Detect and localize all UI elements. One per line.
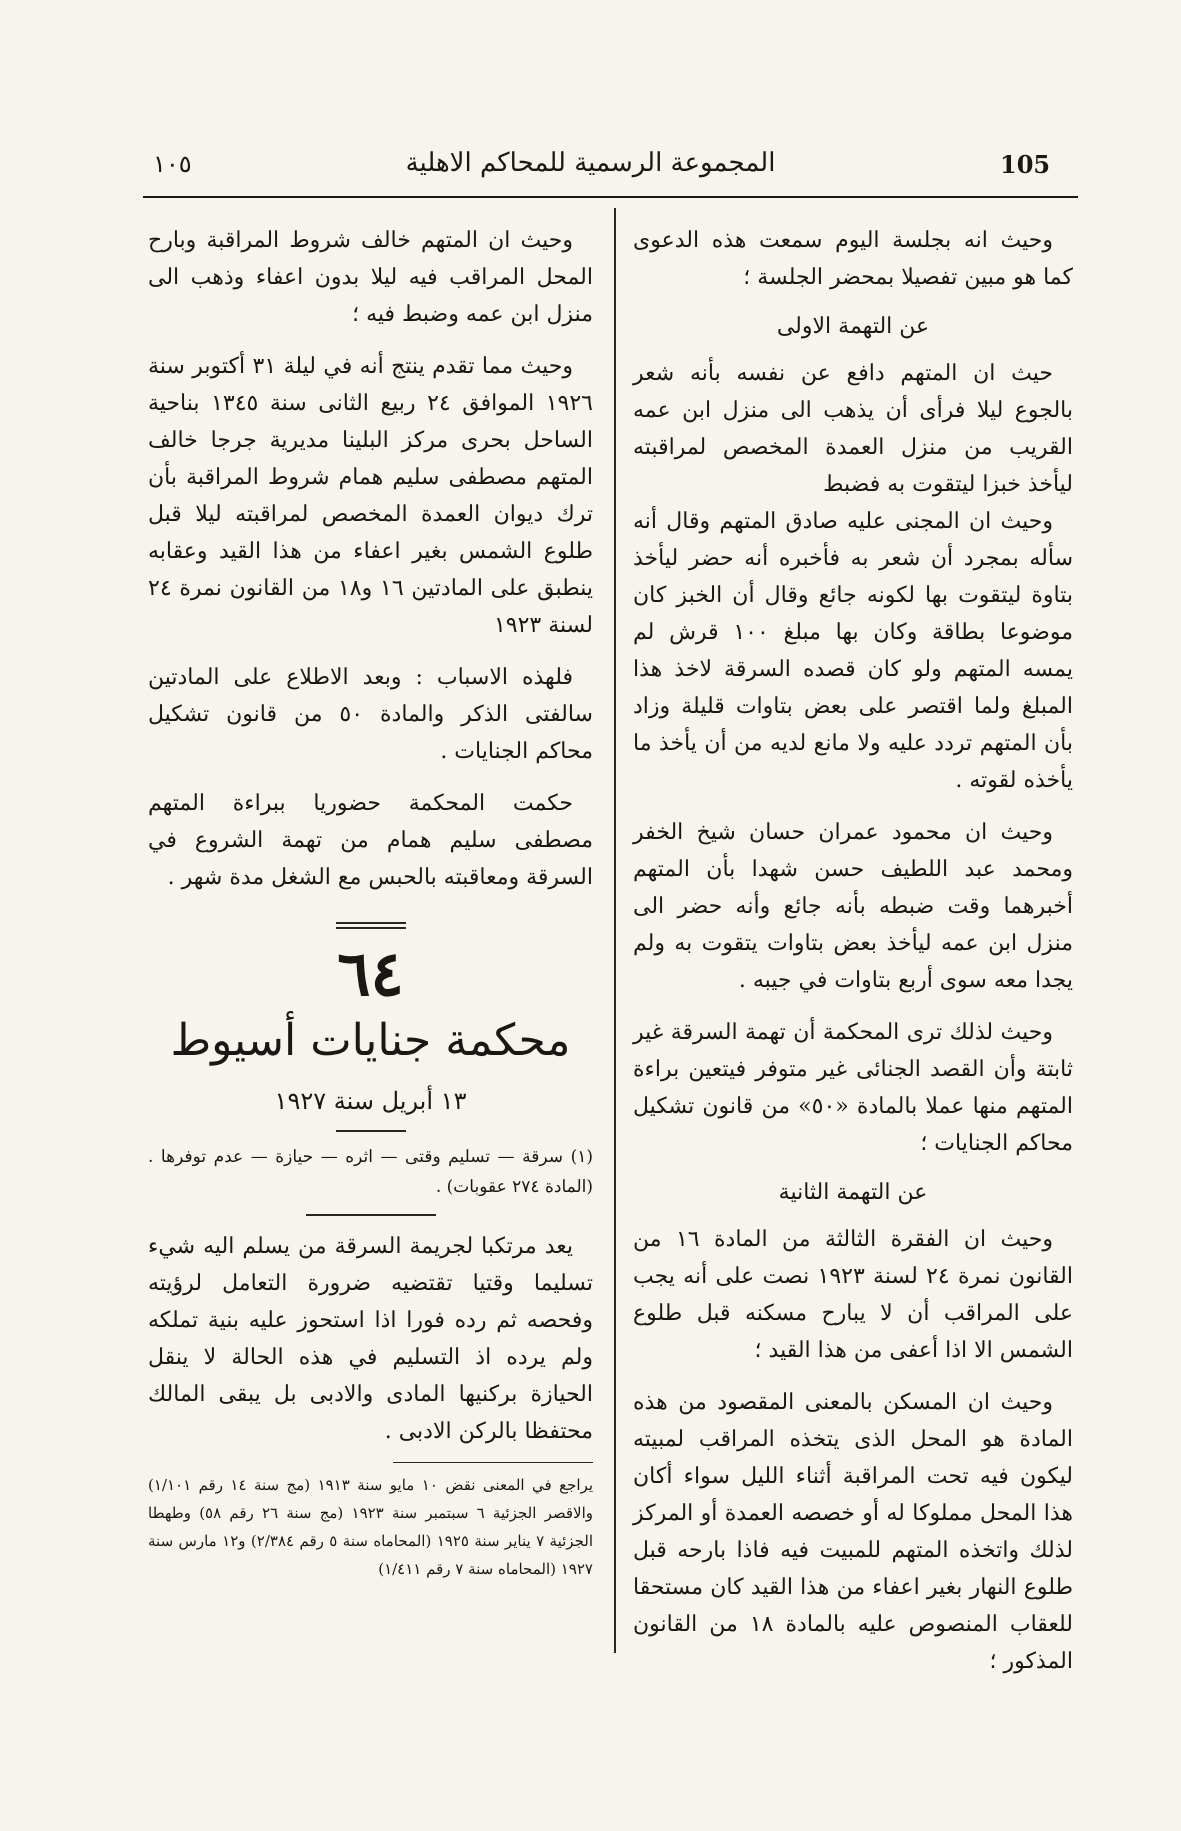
headnote: (١) سرقة — تسليم وقتى — اثره — حيازة — عدم توفرها . (المادة ٢٧٤ عقوبات) . xyxy=(148,1147,593,1197)
case-number: ٦٤ xyxy=(337,937,404,1010)
page-number: 105 xyxy=(1000,150,1051,179)
paragraph: وحيث ان محمود عمران حسان شيخ الخفر ومحمد عبد اللطيف حسن شهدا بأن المتهم أخبرهما وقت ضبطه بأنه جائع وأنه حضر الى منزل ابن عمه ليأخذ بعض بتاوات يتقوت به ولم يجدا معه سوى أربع بتاوات في جيبه . xyxy=(633,820,1073,993)
paragraph: حكمت المحكمة حضوريا ببراءة المتهم مصطفى سليم همام من تهمة الشروع في السرقة ومعاقبته بالحبس مع الشغل مدة شهر . xyxy=(148,791,593,890)
case-date: ١٣ أبريل سنة ١٩٢٧ xyxy=(274,1087,467,1115)
footnote: يراجع في المعنى نقض ١٠ مايو سنة ١٩١٣ (مج سنة ١٤ رقم ١/١٠١) والاقصر الجزئية ٦ سبتمبر سنة ١٩٢٣ (مج سنة ٢٦ رقم ٥٨) وطهطا الجزئية ٧ يناير سنة ١٩٢٥ (المحاماه سنة ٥ رقم ٢/٣٨٤) و١٢ مارس سنة ١٩٢٧ (المحاماه سنة ٧ رقم ١/٤١١) xyxy=(148,1476,594,1578)
paragraph: فلهذه الاسباب : وبعد الاطلاع على المادتين سالفتى الذكر والمادة ٥٠ من قانون تشكيل محاكم الجنايات . xyxy=(148,665,593,764)
paragraph: حيث ان المتهم دافع عن نفسه بأنه شعر بالجوع ليلا فرأى أن يذهب الى منزل ابن عمه القريب من منزل العمدة المخصص لمراقبته ليأخذ خبزا ليتقوت به فضبط xyxy=(633,361,1073,497)
paragraph: وحيث ان الفقرة الثالثة من المادة ١٦ من القانون نمرة ٢٤ لسنة ١٩٢٣ نصت على أنه يجب على المراقب أن لا يبارح مسكنه قبل طلوع الشمس الا اذا أعفى من هذا القيد ؛ xyxy=(633,1227,1073,1363)
paragraph: وحيث ان المسكن بالمعنى المقصود من هذه المادة هو المحل الذى يتخذه المراقب لمبيته ليكون فيه تحت المراقبة أثناء الليل سواء أكان هذا المحل مملوكا له أو خصصه العمدة أو المركز لذلك واتخذه المتهم للمبيت فيه فاذا بارحه قبل طلوع النهار بغير اعفاء من هذا القيد كان مستحقا للعقاب المنصوص عليه بالمادة ١٨ من القانون المذكور ؛ xyxy=(633,1390,1073,1674)
page-number-arabic: ١٠٥ xyxy=(153,150,192,178)
footnote-rule xyxy=(393,1462,593,1463)
paragraph: وحيث مما تقدم ينتج أنه في ليلة ٣١ أكتوبر سنة ١٩٢٦ الموافق ٢٤ ربيع الثانى سنة ١٣٤٥ بناحية الساحل بحرى مركز البلينا مديرية جرجا خالف المتهم مصطفى سليم همام شروط المراقبة بأن ترك ديوان العمدة المخصص لمراقبته ليلا قبل طلوع الشمس بغير اعفاء من هذا القيد وعقابه ينطبق على المادتين ١٦ و١٨ من القانون نمرة ٢٤ لسنة ١٩٢٣ xyxy=(148,354,593,638)
column-divider xyxy=(614,208,616,1653)
court-name: محكمة جنايات أسيوط xyxy=(170,1015,571,1066)
left-column xyxy=(148,222,593,1583)
paragraph: وحيث ان المجنى عليه صادق المتهم وقال أنه سأله بمجرد أن شعر به فأخبره أنه حضر ليأخذ بتاوة ليتقوت بها لكونه جائع وقال أن الخبز كان موضوعا بطاقة وكان بها مبلغ ١٠٠ قرش لم يمسه المتهم ولو كان قصده السرقة لاخذ هذا المبلغ ولما اقتصر على بعض بتاوات قليلة وزاد بأن المتهم تردد عليه ولا مانع لديه من أن يأخذ ما يأخذه لقوته . xyxy=(633,509,1074,793)
paragraph: وحيث ان المتهم خالف شروط المراقبة وبارح المحل المراقب فيه ليلا بدون اعفاء وذهب الى منزل ابن عمه وضبط فيه ؛ xyxy=(148,228,593,327)
right-column xyxy=(633,222,1073,1680)
section-heading: عن التهمة الثانية xyxy=(778,1180,928,1205)
paragraph: وحيث انه بجلسة اليوم سمعت هذه الدعوى كما هو مبين تفصيلا بمحضر الجلسة ؛ xyxy=(633,228,1073,290)
section-heading: عن التهمة الاولى xyxy=(776,314,930,339)
paragraph: وحيث لذلك ترى المحكمة أن تهمة السرقة غير ثابتة وأن القصد الجنائى غير متوفر فيتعين براءة المتهم منها عملا بالمادة «٥٠» من قانون تشكيل محاكم الجنايات ؛ xyxy=(633,1020,1073,1156)
header-rule xyxy=(143,196,1078,198)
case-summary: يعد مرتكبا لجريمة السرقة من يسلم اليه شيء تسليما وقتيا تقتضيه ضرورة التعامل لرؤيته وفحصه ثم رده فورا اذا استحوز عليه بنية تملكه ولم يرده اذ التسليم في هذه الحالة لا ينقل الحيازة بركنيها المادى والادبى بل يبقى المالك محتفظا بالركن الادبى . xyxy=(148,1234,593,1444)
divider xyxy=(306,1214,436,1216)
case-separator xyxy=(336,922,406,929)
divider xyxy=(336,1130,406,1132)
running-title: المجموعة الرسمية للمحاكم الاهلية xyxy=(405,148,776,178)
